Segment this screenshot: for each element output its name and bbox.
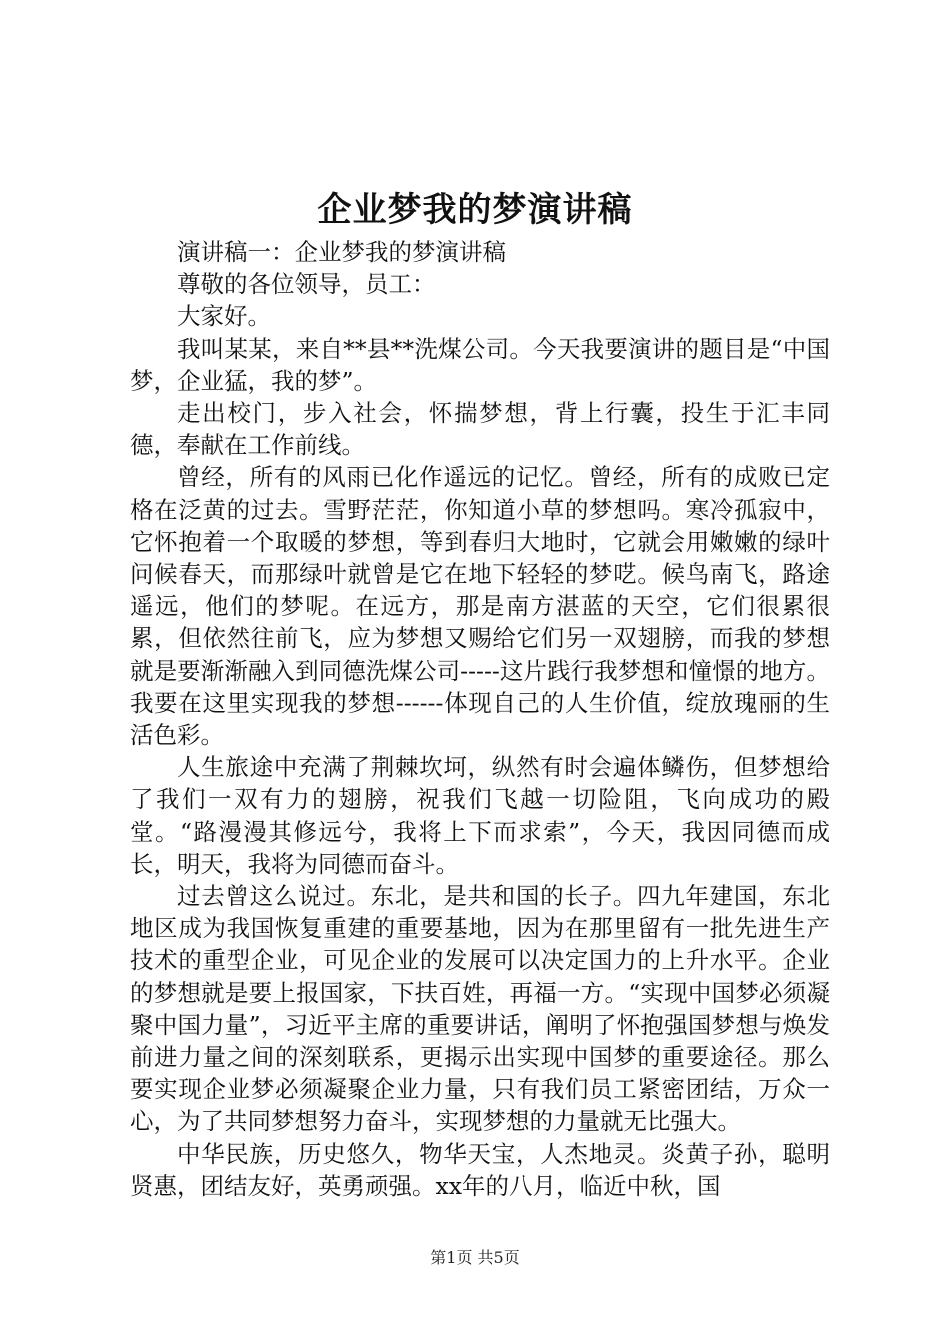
paragraph: 曾经，所有的风雨已化作遥远的记忆。曾经，所有的成败已定格在泛黄的过去。雪野茫茫，你知道小草的梦想吗。寒冷孤寂中，它怀抱着一个取暖的梦想，等到春归大地时，它就会用嫩嫩的绿叶问候春天，而那绿叶就曾是它在地下轻轻的梦呓。候鸟南飞，路途遥远，他们的梦呢。在远方，那是南方湛蓝的天空，它们很累很累，但依然往前飞，应为梦想又赐给它们另一双翅膀，而我的梦想就是要渐渐融入到同德洗煤公司-----这片践行我梦想和憧憬的地方。我要在这里实现我的梦想------体现自己的人生价值，绽放瑰丽的生活色彩。 xyxy=(130,463,830,750)
paragraph: 过去曾这么说过。东北，是共和国的长子。四九年建国，东北地区成为我国恢复重建的重要基地，因为在那里留有一批先进生产技术的重型企业，可见企业的发展可以决定国力的上升水平。企业的梦想就是要上报国家，下扶百姓，再福一方。“实现中国梦必须凝聚中国力量”，习近平主席的重要讲话，阐明了怀抱强国梦想与焕发前进力量之间的深刻联系，更揭示出实现中国梦的重要途径。那么要实现企业梦必须凝聚企业力量，只有我们员工紧密团结，万众一心，为了共同梦想努力奋斗，实现梦想的力量就无比强大。 xyxy=(130,882,830,1136)
document-title: 企业梦我的梦演讲稿 xyxy=(317,190,633,230)
page-footer: 第1页 共5页 xyxy=(430,1248,520,1267)
document-body xyxy=(130,236,830,1202)
paragraph: 人生旅途中充满了荆棘坎坷，纵然有时会遍体鳞伤，但梦想给了我们一双有力的翅膀，祝我们飞越一切险阻，飞向成功的殿堂。“路漫漫其修远兮，我将上下而求索”，今天，我因同德而成长，明天，我将为同德而奋斗。 xyxy=(130,753,830,878)
paragraph-greeting: 大家好。 xyxy=(177,302,271,331)
paragraph: 我叫某某，来自**县**洗煤公司。今天我要演讲的题目是“中国梦，企业猛，我的梦”。 xyxy=(130,334,830,395)
paragraph-salutation: 尊敬的各位领导，员工： xyxy=(177,270,436,299)
paragraph: 中华民族，历史悠久，物华天宝，人杰地灵。炎黄子孙，聪明贤惠，团结友好，英勇顽强。xx年的八月，临近中秋，国 xyxy=(130,1139,830,1200)
paragraph: 走出校门，步入社会，怀揣梦想，背上行囊，投生于汇丰同德，奉献在工作前线。 xyxy=(130,399,830,460)
paragraph-subtitle: 演讲稿一：企业梦我的梦演讲稿 xyxy=(177,238,506,266)
